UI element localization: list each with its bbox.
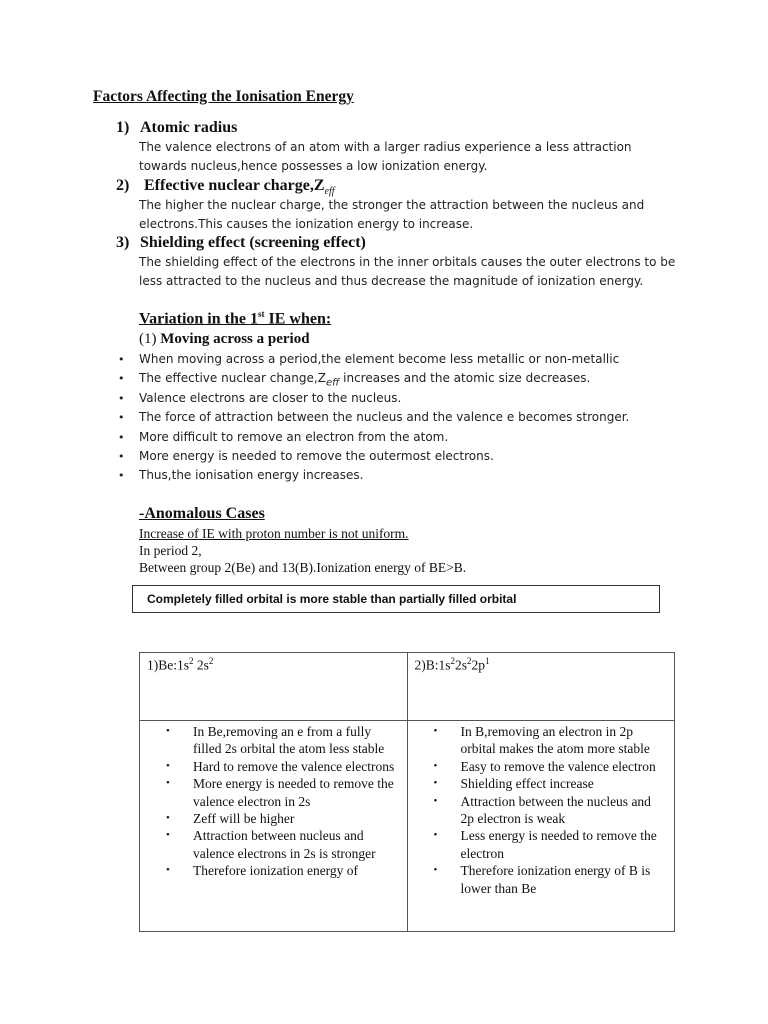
list-item (166, 862, 399, 879)
factor-1-heading (116, 119, 237, 137)
bullet-icon: • (118, 411, 125, 425)
b-points-list (408, 723, 675, 897)
bullet-icon: • (118, 449, 125, 463)
be-points-cell (140, 721, 408, 932)
b-header-text-2: 2s (455, 657, 468, 673)
list-item (118, 369, 629, 388)
document-title: Factors Affecting the Ionisation Energy (93, 88, 354, 105)
bullet-icon: • (118, 372, 125, 386)
list-item-text: When moving across a period,the element become less metallic or non-metallic (139, 352, 620, 366)
bullet-icon: • (118, 469, 125, 483)
list-item (118, 408, 629, 427)
factor-3-title: Shielding effect (screening effect) (140, 234, 366, 251)
list-item-text: Attraction between the nucleus and 2p electron is weak (460, 793, 651, 827)
variation-bullet-list (118, 350, 629, 486)
list-item-text: More energy is needed to remove the outermost electrons. (139, 448, 494, 463)
list-item (434, 723, 667, 758)
list-item-text: The effective nuclear change,Z (139, 371, 326, 386)
bullet-icon: • (433, 777, 438, 790)
anomalous-line-2: In period 2, (139, 543, 202, 558)
list-item (166, 723, 399, 758)
list-item-text: Attraction between nucleus and valence electrons in 2s is stronger (193, 828, 376, 861)
b-header-text: 2)B:1s (414, 657, 451, 673)
list-item (166, 827, 399, 862)
list-item-text: Hard to remove the valence electrons (193, 758, 395, 774)
factor-3-body: The shielding effect of the electrons in the inner orbitals causes the outer electrons to be less attracted to the nucleus and thus decrease the magnitude of ionization energy. (139, 255, 676, 288)
list-item-text: Therefore ionization energy of (193, 863, 359, 879)
b-header-cell (407, 653, 675, 721)
b-header-sup-3: 1 (485, 656, 490, 666)
variation-subheading-number: (1) (139, 331, 157, 347)
variation-heading-tail: IE when: (264, 310, 332, 328)
factor-2-title: Effective nuclear charge,Z (144, 177, 325, 194)
list-item (118, 466, 629, 485)
factor-3-number: 3) (116, 234, 130, 251)
bullet-icon: • (166, 759, 170, 772)
list-item (434, 862, 667, 897)
list-item (434, 758, 667, 775)
list-item (434, 793, 667, 828)
be-header-sup-1: 2 (189, 656, 194, 666)
list-item-text: Therefore ionization energy of B is lower than Be (460, 863, 651, 896)
list-item-text: Shielding effect increase (460, 776, 594, 792)
callout-box: Completely filled orbital is more stable than partially filled orbital (132, 585, 660, 613)
bullet-icon: • (166, 777, 170, 790)
bullet-icon: • (118, 353, 125, 366)
bullet-icon: • (433, 829, 438, 842)
list-item-text: Less energy is needed to remove the electron (460, 828, 657, 861)
factor-3-heading (116, 234, 366, 252)
variation-heading (139, 309, 331, 328)
table-body-row (140, 721, 675, 932)
bullet-icon: • (433, 759, 438, 772)
factor-2-title-subscript: eff (324, 186, 335, 198)
b-points-cell (407, 721, 675, 932)
bullet-icon: • (166, 725, 170, 737)
list-item (118, 428, 629, 447)
b-header-sup-1: 2 (450, 656, 456, 666)
b-header-text-3: 2p (471, 657, 486, 673)
list-item-text: More difficult to remove an electron from the atom. (139, 429, 449, 444)
list-item-text: Valence electrons are closer to the nucleus. (139, 390, 402, 405)
be-header-text-2: 2s (193, 657, 209, 673)
variation-heading-text: Variation in the 1 (139, 310, 258, 328)
be-header-sup-2: 2 (208, 656, 214, 666)
list-item-text: More energy is needed to remove the valence electron in 2s (193, 776, 394, 809)
list-item (434, 775, 667, 792)
bullet-icon: • (433, 794, 438, 807)
list-item (166, 758, 399, 775)
list-item-text: In Be,removing an e from a fully filled 2s orbital the atom less stable (193, 724, 385, 757)
list-item (166, 775, 399, 810)
b-header-sup-2: 2 (467, 656, 472, 666)
list-item-text-tail: increases and the atomic size decreases. (339, 371, 591, 386)
factor-2-number: 2) (116, 177, 130, 194)
variation-heading-superscript: st (257, 309, 265, 319)
bullet-icon: • (166, 829, 170, 842)
anomalous-line-1: Increase of IE with proton number is not uniform. (139, 526, 409, 541)
factor-1-title: Atomic radius (140, 119, 238, 136)
factor-2-body: The higher the nuclear charge, the stronger the attraction between the nucleus and electrons.This causes the ionization energy to increase. (139, 198, 645, 231)
factor-1-body: The valence electrons of an atom with a larger radius experience a less attraction towards nucleus,hence possesses a low ionization energy. (139, 140, 632, 173)
variation-subheading (139, 331, 310, 348)
list-item (118, 350, 629, 369)
be-header-text: 1)Be:1s (147, 657, 189, 673)
bullet-icon: • (166, 812, 170, 825)
list-item-text: The force of attraction between the nucleus and the valence e becomes stronger. (139, 410, 630, 425)
anomalous-heading: -Anomalous Cases (139, 505, 265, 522)
list-item (118, 389, 629, 408)
list-item-text: Thus,the ionisation energy increases. (139, 468, 364, 483)
list-item (434, 827, 667, 862)
bullet-icon: • (118, 430, 125, 444)
be-header-cell (140, 653, 408, 721)
table-header-row (140, 653, 675, 721)
list-item-text: In B,removing an electron in 2p orbital makes the atom more stable (460, 724, 650, 757)
list-item-text: Easy to remove the valence electron (460, 758, 656, 774)
list-item (118, 447, 629, 466)
list-item-text: Zeff will be higher (193, 811, 295, 827)
bullet-icon: • (166, 864, 170, 877)
comparison-table (139, 652, 675, 932)
list-item-subscript: eff (325, 377, 340, 389)
list-item (166, 810, 399, 827)
be-points-list (140, 723, 407, 880)
bullet-icon: • (433, 725, 438, 737)
bullet-icon: • (118, 391, 125, 405)
variation-subheading-text: Moving across a period (160, 331, 310, 347)
bullet-icon: • (433, 864, 438, 877)
anomalous-line-3: Between group 2(Be) and 13(B).Ionization energy of BE>B. (139, 560, 467, 575)
factor-2-heading (116, 177, 335, 197)
factor-1-number: 1) (116, 119, 130, 136)
